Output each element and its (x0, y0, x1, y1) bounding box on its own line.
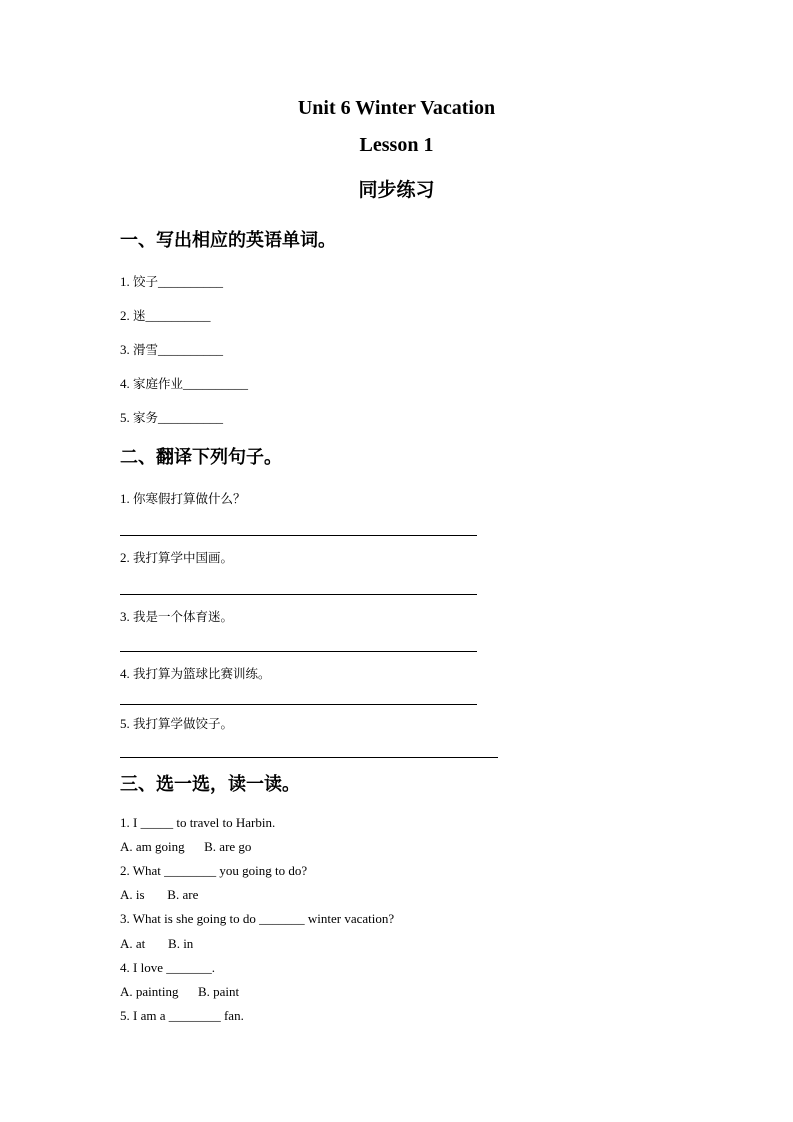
vocab-item (120, 408, 223, 426)
item-chinese-word: 迷 (133, 308, 146, 323)
section1-heading: 一、写出相应的英语单词。 (120, 230, 336, 251)
question-text: 3. What is she going to do _______ winter vacation? (120, 911, 395, 927)
vocab-item (120, 374, 248, 392)
item-chinese-word: 家庭作业 (133, 376, 184, 391)
question-text: 4. I love _______. (120, 959, 215, 975)
vocab-item (120, 306, 211, 324)
lesson-title: Lesson 1 (359, 134, 434, 156)
answer-blank[interactable]: __________ (158, 342, 224, 357)
item-chinese-sentence: 我打算为篮球比赛训练。 (133, 666, 271, 681)
item-number: 4. (120, 376, 130, 391)
section2-heading: 二、翻译下列句子。 (120, 447, 282, 468)
answer-options: A. painting B. paint (120, 983, 240, 999)
item-chinese-sentence: 我打算学做饺子。 (133, 716, 234, 731)
item-chinese-word: 家务 (133, 410, 159, 425)
document-subtitle: 同步练习 (358, 179, 435, 201)
item-chinese-sentence: 我是一个体育迷。 (133, 609, 234, 624)
item-chinese-word: 滑雪 (133, 342, 159, 357)
item-number: 2. (120, 308, 130, 323)
answer-blank[interactable]: __________ (158, 410, 224, 425)
answer-line[interactable] (120, 651, 477, 652)
answer-line[interactable] (120, 757, 498, 758)
translation-item (120, 489, 246, 507)
item-chinese-word: 饺子 (133, 274, 159, 289)
question-text: 2. What ________ you going to do? (120, 863, 308, 879)
item-number: 5. (120, 410, 130, 425)
answer-line[interactable] (120, 535, 477, 536)
item-chinese-sentence: 我打算学中国画。 (133, 550, 234, 565)
item-number: 1. (120, 491, 130, 506)
item-number: 2. (120, 550, 130, 565)
answer-options: A. am going B. are go (120, 839, 252, 855)
section3-heading: 三、选一选，读一读。 (120, 774, 300, 795)
document-title: Unit 6 Winter Vacation (297, 97, 496, 119)
answer-options: A. is B. are (120, 887, 199, 903)
item-chinese-sentence: 你寒假打算做什么？ (133, 491, 246, 506)
vocab-item (120, 340, 223, 358)
translation-item (120, 548, 233, 566)
question-text: 5. I am a ________ fan. (120, 1007, 244, 1023)
answer-blank[interactable]: __________ (183, 376, 249, 391)
answer-options: A. at B. in (120, 935, 194, 951)
item-number: 3. (120, 609, 130, 624)
item-number: 4. (120, 666, 130, 681)
answer-blank[interactable]: __________ (145, 308, 211, 323)
question-text: 1. I _____ to travel to Harbin. (120, 815, 276, 830)
answer-line[interactable] (120, 594, 477, 595)
item-number: 3. (120, 342, 130, 357)
vocab-item (120, 272, 223, 290)
translation-item (120, 607, 233, 625)
answer-blank[interactable]: __________ (158, 274, 224, 289)
item-number: 5. (120, 716, 130, 731)
answer-line[interactable] (120, 704, 477, 705)
translation-item (120, 714, 233, 732)
item-number: 1. (120, 274, 130, 289)
translation-item (120, 664, 271, 682)
